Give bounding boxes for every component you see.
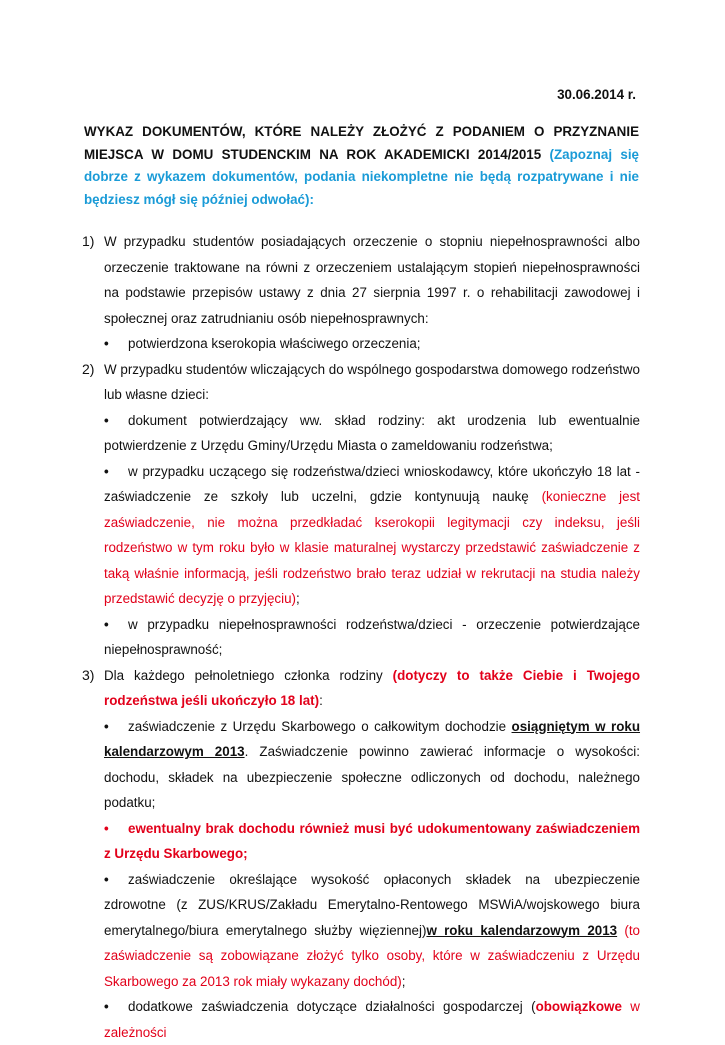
list-item-1 — [82, 229, 640, 357]
bullet-text: ewentualny brak dochodu również musi być udokumentowany zaświadczeniem z Urzędu Skarbowego; — [104, 821, 640, 862]
item-number: 1) — [82, 229, 94, 255]
item-number: 3) — [82, 663, 94, 689]
bullet-emphasis: osiągniętym w roku kalendarzowym 2013 — [104, 719, 640, 760]
bullet-emphasis: w roku kalendarzowym 2013 — [426, 923, 617, 938]
document-title — [84, 121, 639, 211]
list-item-2 — [82, 357, 640, 663]
item-text — [104, 663, 640, 714]
bullet-icon: • — [104, 714, 128, 740]
item-number: 2) — [82, 357, 94, 383]
bullet-text: zaświadczenie z Urzędu Skarbowego o całkowitym dochodzie — [128, 719, 512, 734]
list-item-3 — [82, 663, 640, 1045]
bullet-item — [104, 994, 640, 1045]
item-text-end: : — [319, 693, 323, 708]
bullet-note: (to zaświadczenie są zobowiązane złożyć tylko osoby, które w zaświadczeniu z Urzędu Skarbowego za 2013 rok miały wykazany dochód) — [104, 923, 640, 989]
bullet-item — [104, 331, 640, 357]
bullet-icon: • — [104, 612, 128, 638]
bullet-item — [104, 714, 640, 816]
bullet-icon: • — [104, 408, 128, 434]
item-text-main: Dla każdego pełnoletniego członka rodziny — [104, 668, 393, 683]
bullet-text: w przypadku uczącego się rodzeństwa/dzieci wnioskodawcy, które ukończyło 18 lat - zaświadczenie ze szkoły lub uczelni, gdzie kontynuują naukę — [104, 464, 640, 505]
title-note: (Zapoznaj się dobrze z wykazem dokumentów, podania niekompletne nie będą rozpatrywane i nie będziesz mógł się później odwołać): — [84, 147, 639, 207]
bullet-text: dodatkowe zaświadczenia dotyczące działalności gospodarczej ( — [128, 999, 536, 1014]
bullet-end: ; — [296, 591, 300, 606]
bullet-text: zaświadczenie określające wysokość opłaconych składek na ubezpieczenie zdrowotne (z ZUS/KRUS/Zakładu Emerytalno-Rentowego MSWiA/wojskowego biura emerytalnego/biura emerytalnego służby więziennej) — [104, 872, 640, 938]
bullet-item — [104, 612, 640, 663]
item-text-note: (dotyczy to także Ciebie i Twojego rodzeństwa jeśli ukończyło 18 lat) — [104, 668, 640, 709]
bullet-text-cont: . Zaświadczenie powinno zawierać informacje o wysokości: dochodu, składek na ubezpieczenie społeczne odliczonych od dochodu, należnego podatku; — [104, 744, 640, 810]
item-text: W przypadku studentów wliczających do wspólnego gospodarstwa domowego rodzeństwo lub własne dzieci: — [104, 357, 640, 408]
bullet-icon: • — [104, 816, 128, 842]
bullet-note: (konieczne jest zaświadczenie, nie można przedkładać kserokopii legitymacji czy indeksu, jeśli rodzeństwo w tym roku było w klasie maturalnej wystarczy przedstawić zaświadczenie z taką właśnie informacją, jeśli rodzeństwo brało teraz udział w rekrutacji na studia należy przedstawić decyzję o przyjęciu) — [104, 489, 640, 606]
bullet-text: potwierdzona kserokopia właściwego orzeczenia; — [128, 336, 421, 351]
bullet-icon: • — [104, 994, 128, 1020]
bullet-text: w przypadku niepełnosprawności rodzeństwa/dzieci - orzeczenie potwierdzające niepełnosprawność; — [104, 617, 640, 658]
requirements-list — [82, 229, 640, 1045]
bullet-item — [104, 459, 640, 612]
item-text: W przypadku studentów posiadających orzeczenie o stopniu niepełnosprawności albo orzeczenie traktowane na równi z orzeczeniem ustalającym stopień niepełnosprawności na podstawie przepisów ustawy z dnia 27 sierpnia 1997 r. o rehabilitacji zawodowej i społecznej oraz zatrudnianiu osób niepełnosprawnych: — [104, 229, 640, 331]
bullet-item — [104, 408, 640, 459]
bullet-icon: • — [104, 459, 128, 485]
bullet-item — [104, 867, 640, 995]
bullet-note: w zależności — [104, 999, 640, 1040]
bullet-text: dokument potwierdzający ww. skład rodziny: akt urodzenia lub ewentualnie potwierdzenie z Urzędu Gminy/Urzędu Miasta o zameldowaniu rodzeństwa; — [104, 413, 640, 454]
bullet-item — [104, 816, 640, 867]
bullet-end: ; — [402, 974, 406, 989]
bullet-emphasis: obowiązkowe — [536, 999, 622, 1014]
bullet-icon: • — [104, 331, 128, 357]
bullet-icon: • — [104, 867, 128, 893]
document-date: 30.06.2014 r. — [557, 87, 636, 102]
title-main: WYKAZ DOKUMENTÓW, KTÓRE NALEŻY ZŁOŻYĆ Z PODANIEM O PRZYZNANIE MIEJSCA W DOMU STUDENCKIM NA ROK AKADEMICKI 2014/2015 — [84, 124, 639, 162]
